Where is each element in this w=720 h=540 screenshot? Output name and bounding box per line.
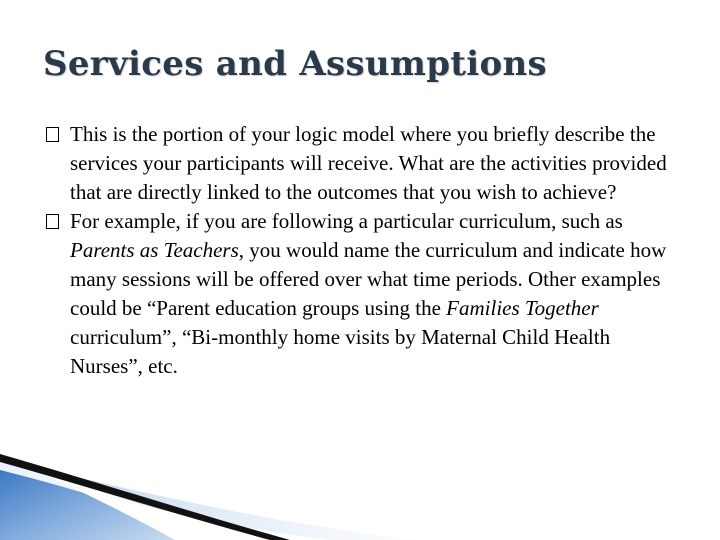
bullet-text-part: curriculum”, “Bi-monthly home visits by Maternal Child Health Nurses”, etc. bbox=[70, 325, 611, 378]
slide-title: Services and Assumptions bbox=[43, 44, 547, 84]
square-bullet-icon bbox=[46, 127, 59, 142]
bullet-text-part: For example, if you are following a particular curriculum, such as bbox=[70, 209, 623, 233]
bullet-text-part: , you would name the curriculum and indicate how many sessions will be offered over what time periods. Other examples could be “Parent education groups using the bbox=[70, 238, 667, 320]
curriculum-name: Families Together bbox=[446, 296, 599, 320]
bullet-item bbox=[46, 207, 686, 381]
bullet-item bbox=[46, 120, 686, 207]
square-bullet-icon bbox=[46, 214, 59, 229]
bullet-text: This is the portion of your logic model where you briefly describe the services your participants will receive. What are the activities provided that are directly linked to the outcomes that you wish to achieve? bbox=[70, 122, 667, 204]
curriculum-name: Parents as Teachers bbox=[70, 238, 239, 262]
decorative-wave-graphic bbox=[0, 440, 720, 540]
bullet-list bbox=[46, 120, 686, 381]
